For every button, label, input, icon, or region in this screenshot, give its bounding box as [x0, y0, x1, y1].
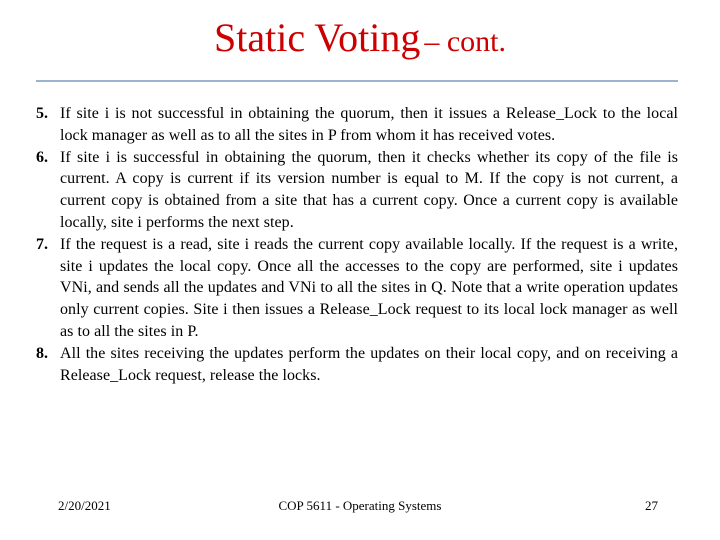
step-number: 7. — [36, 235, 48, 253]
footer-date: 2/20/2021 — [58, 498, 111, 513]
step-text: All the sites receiving the updates perform the updates on their local copy, and on receiving a Release_Lock request, release the locks. — [60, 344, 678, 384]
steps-list — [36, 103, 678, 386]
step-number: 8. — [36, 344, 48, 362]
step-text: If site i is successful in obtaining the quorum, then it checks whether its copy of the file is current. A copy is current if its version number is equal to M. If the copy is not current, a current copy is obtained from a site that has a current copy. Once a current copy is available locally, site i performs the next step. — [60, 148, 678, 231]
step-text: If site i is not successful in obtaining the quorum, then it issues a Release_Lock to the local lock manager as well as to all the sites in P from whom it has received votes. — [60, 105, 678, 144]
footer-course: COP 5611 - Operating Systems — [278, 498, 442, 513]
title-divider — [36, 80, 678, 82]
slide-title-suffix: – cont. — [424, 25, 506, 58]
step-item-7 — [36, 234, 678, 343]
step-number: 5. — [36, 105, 48, 122]
slide-title-main: Static Voting — [214, 15, 421, 60]
step-item-5 — [36, 103, 678, 147]
footer-page-number: 27 — [645, 498, 658, 513]
step-number: 6. — [36, 148, 48, 166]
step-text: If the request is a read, site i reads the current copy available locally. If the request is a write, site i updates the local copy. Once all the accesses to the copy are performed, site i updates VNi, and sends all the updates and VNi to all the sites in Q. Note that a write operation updates only current copies. Site i then issues a Release_Lock request to its local lock manager as well as to all the sites in P. — [60, 235, 678, 340]
step-item-8 — [36, 343, 678, 387]
step-item-6 — [36, 147, 678, 234]
slide-title — [0, 14, 720, 61]
